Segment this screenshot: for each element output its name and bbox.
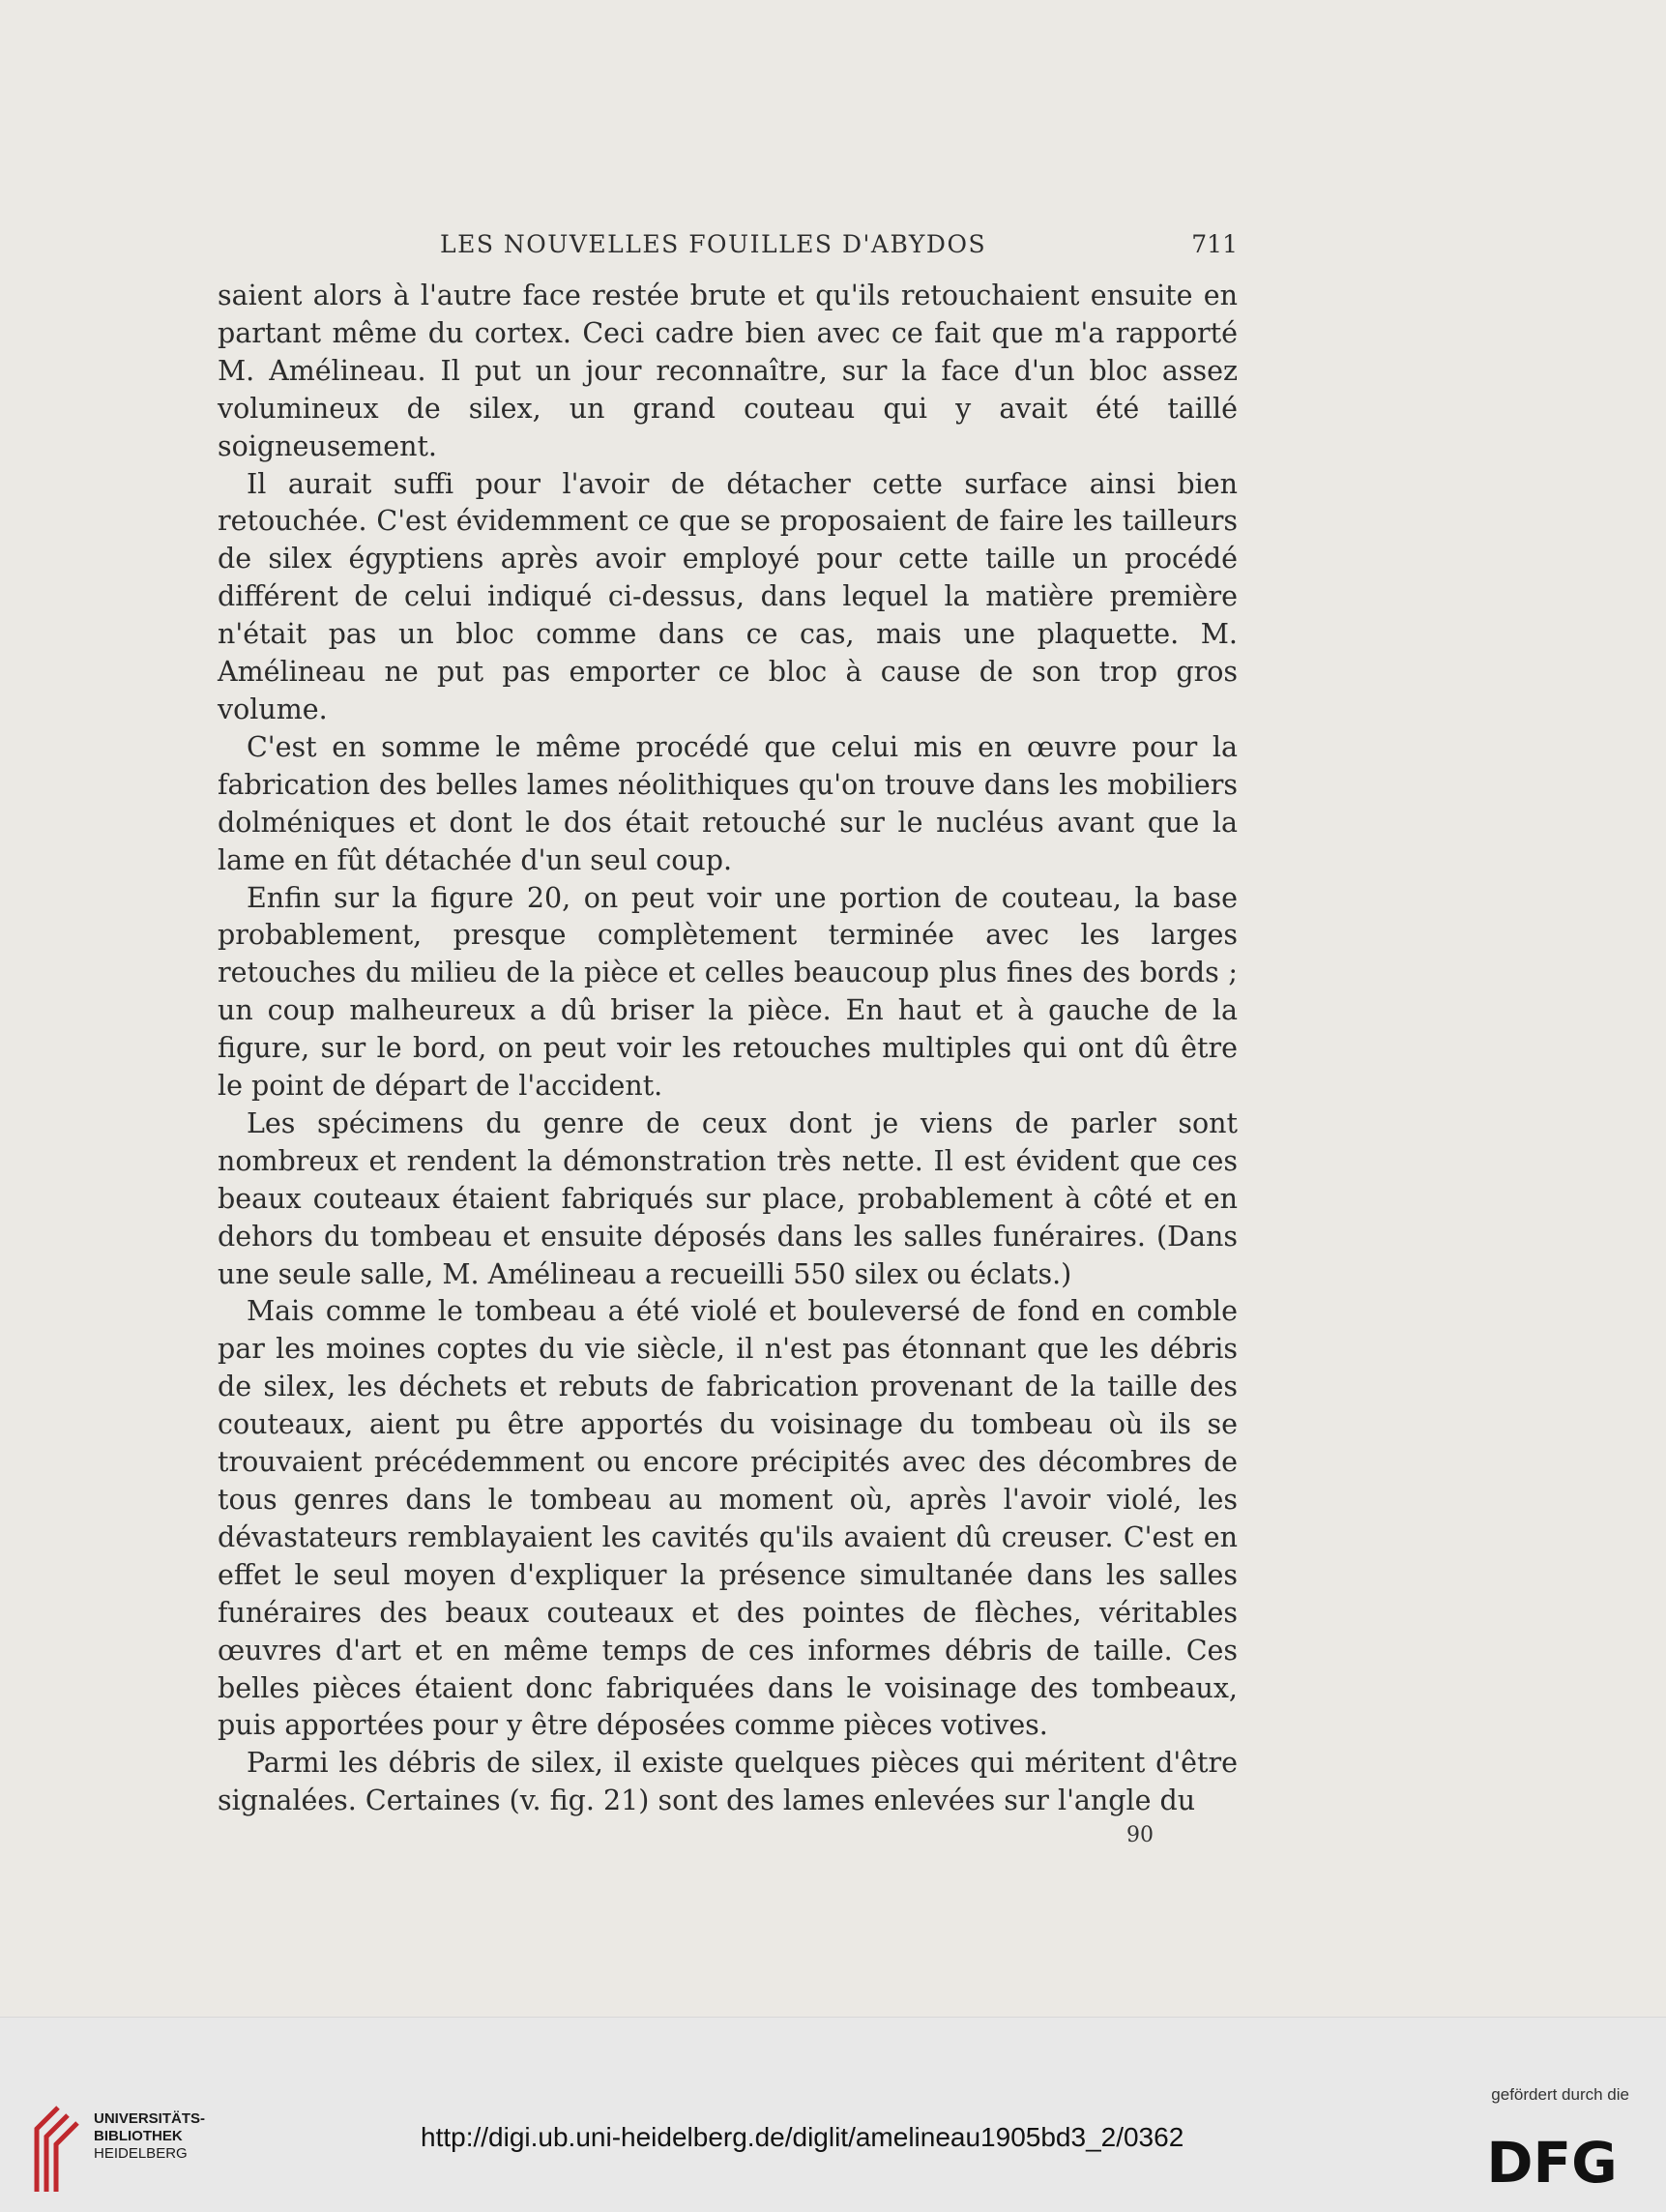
paragraph: Enfin sur la figure 20, on peut voir une portion de couteau, la base probablement, presque complètement terminée avec les larges retouches du milieu de la pièce et celles beaucoup plus fines des bords ; un coup malheureux a dû briser la pièce. En haut et à gauche de la figure, sur le bord, on peut voir les retouches multiples qui ont dû être le point de départ de l'accident. (218, 881, 1238, 1103)
paragraph: Il aurait suffi pour l'avoir de détacher cette surface ainsi bien retouchée. C'est évidemment ce que se proposaient de faire les tailleurs de silex égyptiens après avoir employé pour cette taille un procédé différent de celui indiqué ci-dessus, dans lequel la matière première n'était pas un bloc comme dans ce cas, mais une plaquette. M. Amélineau ne put pas emporter ce bloc à cause de son trop gros volume. (218, 467, 1238, 725)
paragraph: Mais comme le tombeau a été violé et bouleversé de fond en comble par les moines coptes du vie siècle, il n'est pas étonnant que les débris de silex, les déchets et rebuts de fabrication provenant de la taille des couteaux, aient pu être apportés du voisinage du tombeau où ils se trouvaient précédemment ou encore précipités avec des décombres de tous genres dans le tombeau au moment où, après l'avoir violé, les dévastateurs remblayaient les cavités qu'ils avaient dû creuser. C'est en effet le seul moyen d'expliquer la présence simultanée dans les salles funéraires des beaux couteaux et des pointes de flèches, véritables œuvres d'art et en même temps de ces informes débris de taille. Ces belles pièces étaient donc fabriquées dans le voisinage des tombeaux, puis apportées pour y être déposées comme pièces votives. (218, 1295, 1238, 1742)
paragraph: Parmi les débris de silex, il existe quelques pièces qui méritent d'être signalées. Certaines (v. fig. 21) sont des lames enlevées sur l'angle du (218, 1747, 1238, 1817)
dfg-logo-icon (1467, 2132, 1637, 2190)
digitization-footer (0, 2017, 1666, 2212)
paragraph: Les spécimens du genre de ceux dont je viens de parler sont nombreux et rendent la démonstration très nette. Il est évident que ces beaux couteaux étaient fabriqués sur place, probablement à côté et en dehors du tombeau et ensuite déposés dans les salles funéraires. (Dans une seule salle, M. Amélineau a recueilli 550 silex ou éclats.) (218, 1106, 1238, 1290)
paragraph: saient alors à l'autre face restée brute et qu'ils retouchaient ensuite en partant même du cortex. Ceci cadre bien avec ce fait que m'a rapporté M. Amélineau. Il put un jour reconnaître, sur la face d'un bloc assez volumineux de silex, un grand couteau qui y avait été taillé soigneusement. (218, 280, 1238, 462)
signature-mark: 90 (1126, 1823, 1154, 1847)
source-url-link[interactable]: http://digi.ub.uni-heidelberg.de/diglit/amelineau1905bd3_2/0362 (421, 2122, 1184, 2152)
funding-note: gefördert durch die (1491, 2085, 1629, 2104)
library-name-line: UNIVERSITÄTS- (94, 2110, 206, 2127)
body-text (218, 278, 1238, 1820)
running-head (218, 224, 1238, 263)
running-title: LES NOUVELLES FOUILLES D'ABYDOS (440, 230, 987, 258)
paragraph: C'est en somme le même procédé que celui mis en œuvre pour la fabrication des belles lames néolithiques qu'on trouve dans les mobiliers dolméniques et dont le dos était retouché sur le nucléus avant que la lame en fût détachée d'un seul coup. (218, 730, 1238, 876)
library-name-line: BIBLIOTHEK (94, 2128, 183, 2144)
dfg-logo-text: DFG (1486, 2132, 1618, 2190)
library-name (94, 2110, 205, 2163)
library-name-line: HEIDELBERG (94, 2145, 188, 2162)
page-number: 711 (1191, 230, 1238, 258)
library-logo-icon (29, 2100, 85, 2197)
